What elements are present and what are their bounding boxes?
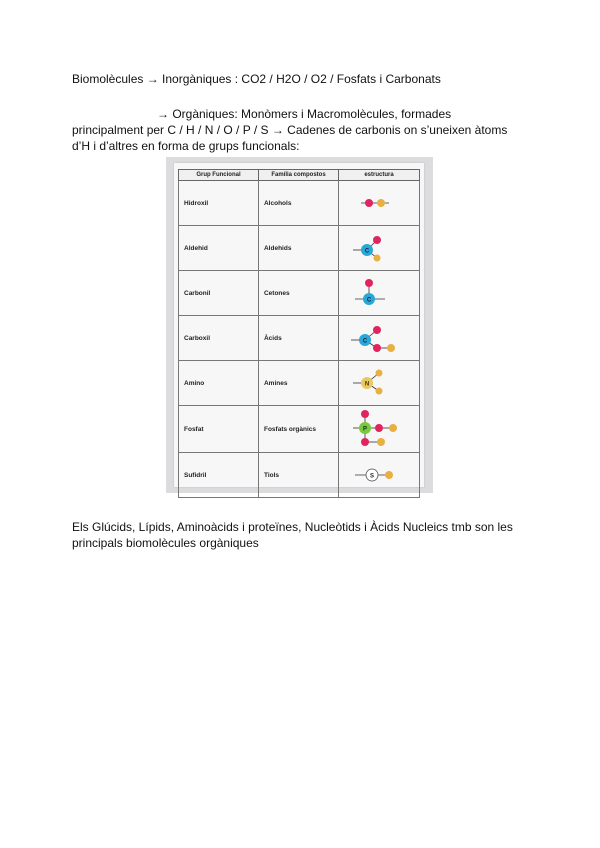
header-group: Grup Funcional xyxy=(179,170,259,181)
group-cell: Aldehid xyxy=(179,226,259,271)
structure-cell xyxy=(339,453,420,498)
hydrogen-atom-icon xyxy=(389,424,397,432)
functional-groups-photo xyxy=(166,157,433,493)
carbon-label: C xyxy=(364,248,370,255)
table-row xyxy=(179,453,420,498)
functional-groups-table xyxy=(178,169,420,498)
oxygen-atom-icon xyxy=(375,424,383,432)
table-row xyxy=(179,226,420,271)
header-structure: estructura xyxy=(339,170,420,181)
group-cell: Fosfat xyxy=(179,406,259,453)
hydrogen-atom-icon xyxy=(385,471,393,479)
family-cell: Tiols xyxy=(258,453,338,498)
table-row xyxy=(179,271,420,316)
group-cell: Hidroxil xyxy=(179,181,259,226)
text-line-biomolecules: Els Glúcids, Lípids, Aminoàcids i proteïnes, Nucleòtids i Àcids Nucleics tmb son les xyxy=(72,520,513,534)
structure-cell xyxy=(339,271,420,316)
oxygen-atom-icon xyxy=(373,326,381,334)
oxygen-atom-icon xyxy=(365,279,373,287)
nitrogen-label: N xyxy=(364,381,370,388)
family-cell: Aldehids xyxy=(258,226,338,271)
table-header-row xyxy=(179,170,420,181)
structure-cell xyxy=(339,226,420,271)
amino-structure-icon xyxy=(339,361,419,405)
hydrogen-atom-icon xyxy=(377,438,385,446)
table-row xyxy=(179,361,420,406)
hydroxyl-structure-icon xyxy=(339,181,419,225)
hydrogen-atom-icon xyxy=(374,255,381,262)
sulfhydryl-structure-icon xyxy=(339,453,419,497)
header-family: Família compostos xyxy=(258,170,338,181)
table-row xyxy=(179,316,420,361)
structure-cell xyxy=(339,316,420,361)
carbonyl-structure-icon xyxy=(339,271,419,315)
family-cell: Fosfats orgànics xyxy=(258,406,338,453)
table-row xyxy=(179,181,420,226)
oxygen-atom-icon xyxy=(361,410,369,418)
carboxyl-structure-icon xyxy=(339,316,419,360)
carbon-label: C xyxy=(362,338,368,345)
hydrogen-atom-icon xyxy=(377,199,385,207)
group-cell: Amino xyxy=(179,361,259,406)
group-cell: Carbonil xyxy=(179,271,259,316)
phosphorus-label: P xyxy=(362,426,368,433)
carbon-label: C xyxy=(366,297,372,304)
structure-cell xyxy=(339,361,420,406)
table-row xyxy=(179,406,420,453)
structure-cell xyxy=(339,181,420,226)
hydrogen-atom-icon xyxy=(376,370,383,377)
group-cell: Sufidril xyxy=(179,453,259,498)
paper-sheet xyxy=(174,163,424,487)
phosphate-structure-icon xyxy=(339,406,419,452)
group-cell: Carboxil xyxy=(179,316,259,361)
text-line-functional-groups: d’H i d’altres en forma de grups funcionals: xyxy=(72,139,300,153)
hydrogen-atom-icon xyxy=(387,344,395,352)
text-line-inorganic: Biomolècules → Inorgàniques : CO2 / H2O / O2 / Fosfats i Carbonats xyxy=(72,72,441,86)
sulfur-label: S xyxy=(369,473,375,480)
hydrogen-atom-icon xyxy=(376,388,383,395)
oxygen-atom-icon xyxy=(373,344,381,352)
oxygen-atom-icon xyxy=(361,438,369,446)
family-cell: Alcohols xyxy=(258,181,338,226)
structure-cell xyxy=(339,406,420,453)
text-line-organic: → Orgàniques: Monòmers i Macromolècules, formades xyxy=(157,107,452,121)
aldehyde-structure-icon xyxy=(339,226,419,270)
family-cell: Cetones xyxy=(258,271,338,316)
family-cell: Amines xyxy=(258,361,338,406)
oxygen-atom-icon xyxy=(373,236,381,244)
text-line-biomolecules-cont: principals biomolècules orgàniques xyxy=(72,536,259,550)
oxygen-atom-icon xyxy=(365,199,373,207)
family-cell: Àcids xyxy=(258,316,338,361)
text-line-elements: principalment per C / H / N / O / P / S → Cadenes de carbonis on s’uneixen àtoms xyxy=(72,123,508,137)
